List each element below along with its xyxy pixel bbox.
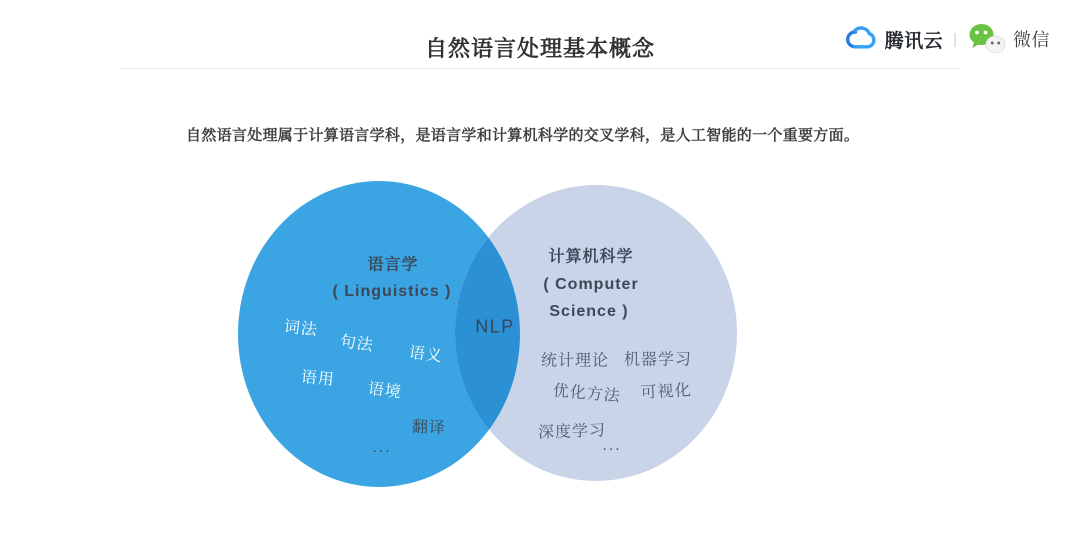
right-term-visualization: 可视化 <box>640 382 693 402</box>
left-term-cifa: 词法 <box>282 318 319 340</box>
wechat-label: 微信 <box>1013 30 1050 50</box>
brand-separator: | <box>953 30 957 48</box>
left-term-yuyi: 语义 <box>407 344 444 366</box>
left-term-jufa: 句法 <box>338 333 375 355</box>
left-term-fanyi: 翻译 <box>411 418 447 438</box>
tencent-cloud-label: 腾讯云 <box>884 30 944 52</box>
right-term-statistics: 统计理论 <box>540 352 610 370</box>
left-circle-subtitle: ( Linguistics ) <box>332 283 452 300</box>
right-circle-subtitle-line2: Science ) <box>549 303 629 320</box>
right-term-machine-learning: 机器学习 <box>623 351 693 369</box>
intersection-label-nlp: NLP <box>475 316 515 337</box>
right-circle-title: 计算机科学 <box>548 248 634 266</box>
left-term-yujing: 语境 <box>366 380 403 402</box>
right-term-ellipsis: ... <box>602 437 622 454</box>
left-term-ellipsis: ... <box>372 439 392 456</box>
right-term-deep-learning: 深度学习 <box>537 422 607 442</box>
intro-text: 自然语言处理属于计算语言学科，是语言学和计算机科学的交叉学科，是人工智能的一个重要方面。 <box>186 127 860 144</box>
right-circle-subtitle-line1: ( Computer <box>543 276 639 293</box>
left-term-yuyong: 语用 <box>300 369 336 389</box>
page-title: 自然语言处理基本概念 <box>424 36 655 61</box>
left-circle-title: 语言学 <box>367 256 419 274</box>
right-term-optimization: 优化方法 <box>552 382 622 406</box>
